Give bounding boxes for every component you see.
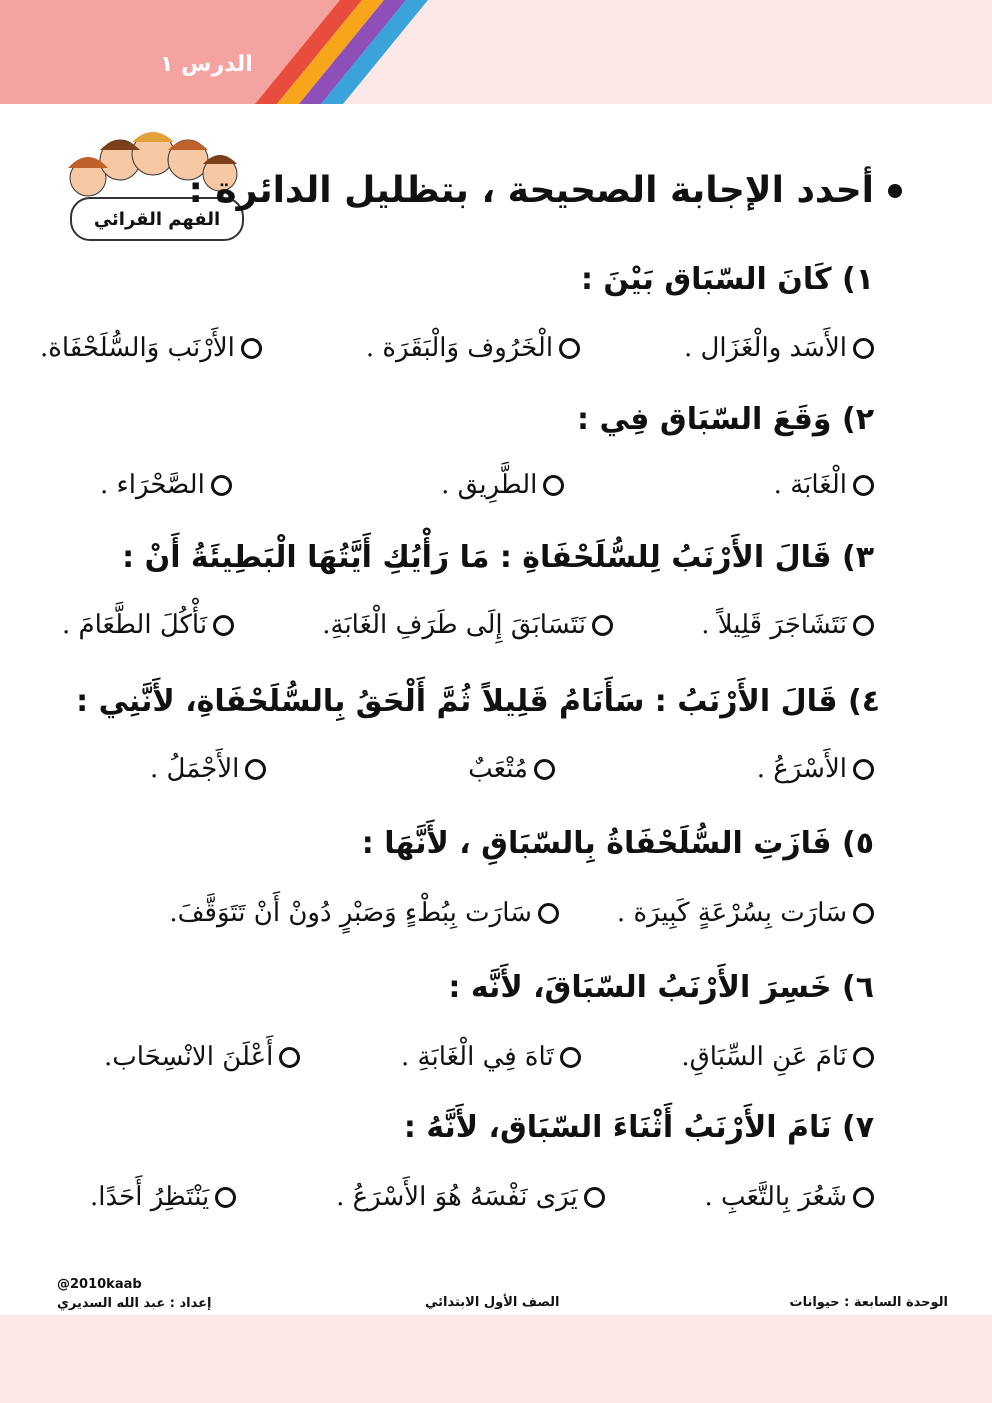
option-4-a[interactable]: الأَسْرَعُ . [757,754,874,784]
option-6-c[interactable]: أَعْلَنَ الانْسِحَاب. [104,1042,300,1072]
radio-circle-icon[interactable] [211,475,232,496]
question-5: ٥) فَازَتِ السُّلَحْفَاةُ بِالسّبَاقِ ، لأَنَّهَا : [361,826,874,861]
question-7: ٧) نَامَ الأَرْنَبُ أَثْنَاءَ السّبَاق، لأَنَّهُ : [403,1110,874,1145]
option-4-c[interactable]: الأَجْمَلُ . [150,754,266,784]
footer-grade: الصف الأول الابتدائي [425,1295,560,1310]
instruction-heading [189,170,903,211]
question-6: ٦) خَسِرَ الأَرْنَبُ السّبَاقَ، لأَنَّه : [448,970,874,1005]
question-2: ٢) وَقَعَ السّبَاق فِي : [577,402,874,437]
option-3-c[interactable]: نَأْكُلَ الطَّعَامَ . [62,610,234,640]
radio-circle-icon[interactable] [584,1187,605,1208]
option-6-a[interactable]: نَامَ عَنِ السِّبَاقِ. [681,1042,874,1072]
option-7-b[interactable]: يَرَى نَفْسَهُ هُوَ الأَسْرَعُ . [336,1182,605,1212]
radio-circle-icon[interactable] [279,1047,300,1068]
options-1 [40,333,874,363]
option-2-b[interactable]: الطَّرِيق . [441,470,564,500]
options-7 [90,1182,874,1212]
radio-circle-icon[interactable] [213,615,234,636]
footer-author: إعداد : عبد الله السديري [57,1296,212,1311]
lesson-label: الدرس ١ [160,52,253,77]
radio-circle-icon[interactable] [538,903,559,924]
options-6 [104,1042,874,1072]
radio-circle-icon[interactable] [853,759,874,780]
radio-circle-icon[interactable] [853,1047,874,1068]
footer-band [0,1315,992,1403]
option-2-a[interactable]: الْغَابَة . [774,470,874,500]
radio-circle-icon[interactable] [853,338,874,359]
radio-circle-icon[interactable] [245,759,266,780]
footer-unit: الوحدة السابعة : حيوانات [789,1295,948,1310]
radio-circle-icon[interactable] [853,1187,874,1208]
question-1: ١) كَانَ السّبَاق بَيْنَ : [580,262,874,297]
option-6-b[interactable]: تَاهَ فِي الْغَابَةِ . [401,1042,581,1072]
header-stripes [0,0,992,104]
radio-circle-icon[interactable] [559,338,580,359]
option-1-b[interactable]: الْخَرُوف وَالْبَقَرَة . [366,333,580,363]
option-2-c[interactable]: الصَّحْرَاء . [100,470,232,500]
section-badge: الفهم القرائي [70,197,244,241]
radio-circle-icon[interactable] [543,475,564,496]
option-1-a[interactable]: الأَسَد والْغَزَال . [684,333,874,363]
radio-circle-icon[interactable] [241,338,262,359]
question-3: ٣) قَالَ الأَرْنَبُ لِلسُّلَحْفَاةِ : مَا رَأْيُكِ أَيَّتُهَا الْبَطِيئَةُ أَنْ : [122,540,874,575]
option-3-a[interactable]: نَتَشَاجَرَ قَلِيلاً . [701,610,874,640]
option-1-c[interactable]: الأَرْنَب وَالسُّلَحْفَاة. [40,333,262,363]
option-5-a[interactable]: سَارَت بِسُرْعَةٍ كَبِيرَة . [617,898,874,928]
radio-circle-icon[interactable] [853,615,874,636]
option-7-c[interactable]: يَنْتَظِرُ أَحَدًا. [90,1182,236,1212]
instruction-text: أحدد الإجابة الصحيحة ، بتظليل الدائرة : [188,170,874,211]
options-4 [150,754,874,784]
bullet-icon [888,184,902,198]
question-4: ٤) قَالَ الأَرْنَبُ : سَأَنَامُ قَلِيلاً ثُمَّ أَلْحَقُ بِالسُّلَحْفَاةِ، لأَنَّنِي : [76,684,880,719]
option-7-a[interactable]: شَعُرَ بِالتَّعَبِ . [705,1182,874,1212]
radio-circle-icon[interactable] [215,1187,236,1208]
radio-circle-icon[interactable] [592,615,613,636]
radio-circle-icon[interactable] [853,475,874,496]
option-5-b[interactable]: سَارَت بِبُطْءٍ وَصَبْرٍ دُونْ أَنْ تَتَوَقَّفَ. [169,898,559,928]
radio-circle-icon[interactable] [853,903,874,924]
radio-circle-icon[interactable] [534,759,555,780]
radio-circle-icon[interactable] [560,1047,581,1068]
option-3-b[interactable]: نَتَسَابَقَ إِلَى طَرَفِ الْغَابَةِ. [322,610,613,640]
options-3 [62,610,874,640]
options-2 [100,470,874,500]
options-5 [90,898,874,928]
option-4-b[interactable]: مُتْعَبٌ [468,754,555,784]
footer-handle: @2010kaab [57,1277,142,1292]
